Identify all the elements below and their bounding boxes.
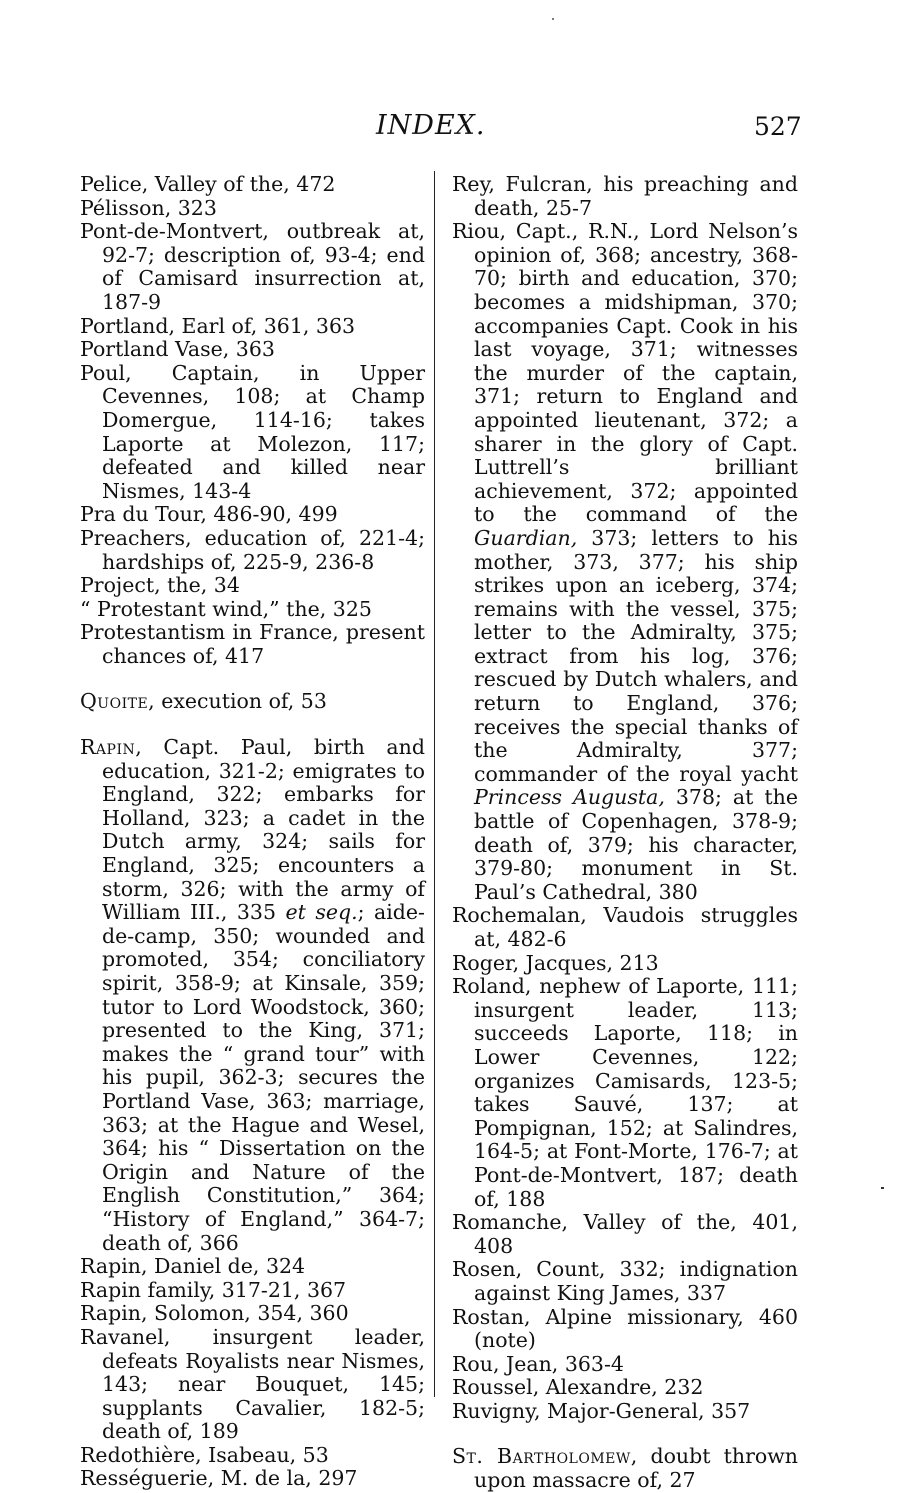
letter-gap bbox=[80, 714, 425, 736]
index-entry: Romanche, Valley of the, 401, 408 bbox=[452, 1210, 798, 1258]
entry-italic: Guardian, bbox=[474, 525, 578, 550]
entry-italic: et seq. bbox=[285, 900, 358, 925]
index-entry-st-bartholomew bbox=[452, 1445, 798, 1492]
entry-headword: St. Bartholomew bbox=[452, 1444, 631, 1469]
running-title: INDEX. bbox=[376, 110, 486, 141]
entry-text: ; aide-de-camp, 350; wounded and promoted, 354; conciliatory spirit, 358-9; at Kinsale, 359; tutor to Lord Woodstock, 360; presented to the King, 371; makes the “ grand tour” with his pupil, 362-3; secures the Portland Vase, 363; marriage, 363; at the Hague and Wesel, 364; his “ Dissertation on the Origin and Nature of the English Constitution,” 364; “History of England,” 364-7; death of, 366 bbox=[102, 900, 425, 1255]
index-entry: Roland, nephew of Laporte, 111; insurgent leader, 113; succeeds Laporte, 118; in Lower Cevennes, 122; organizes Camisards, 123-5; takes Sauvé, 137; at Pompignan, 152; at Salindres, 164-5; at Font-Morte, 176-7; at Pont-de-Montvert, 187; death of, 188 bbox=[452, 974, 798, 1211]
index-entry: Portland, Earl of, 361, 363 bbox=[80, 313, 356, 338]
index-entry: Portland Vase, 363 bbox=[80, 337, 275, 362]
index-entry-quoite bbox=[80, 690, 425, 714]
index-entry: Rapin, Solomon, 354, 360 bbox=[80, 1301, 349, 1326]
index-entry: Rostan, Alpine missionary, 460 (note) bbox=[452, 1304, 798, 1353]
entry-headword: Rapin bbox=[80, 735, 136, 760]
index-entry: Roger, Jacques, 213 bbox=[452, 950, 659, 975]
index-entry: Ravanel, insurgent leader, defeats Royalists near Nismes, 143; near Bouquet, 145; supplants Cavalier, 182-5; death of, 189 bbox=[80, 1324, 425, 1444]
index-entry: Rou, Jean, 363-4 bbox=[452, 1351, 624, 1376]
page-speck bbox=[552, 18, 554, 20]
entry-headword: Quoite bbox=[80, 689, 149, 714]
index-column-right bbox=[452, 173, 798, 1493]
index-entry: Rességuerie, M. de la, 297 bbox=[80, 1466, 358, 1491]
index-entry: Ruvigny, Major-General, 357 bbox=[452, 1398, 751, 1423]
letter-gap bbox=[452, 1423, 798, 1445]
index-entry: Rey, Fulcran, his preaching and death, 25-7 bbox=[452, 172, 798, 220]
index-entry: “ Protestant wind,” the, 325 bbox=[80, 596, 372, 621]
column-divider bbox=[434, 171, 435, 1397]
page-speck bbox=[881, 1187, 884, 1189]
entry-text: , Capt. Paul, birth and education, 321-2; emigrates to England, 322; embarks for Holland, 323; a cadet in the Dutch army, 324; sails for England, 325; encounters a storm, 326; with the army of William III., 335 bbox=[102, 735, 425, 925]
entry-text: , execution of, 53 bbox=[148, 689, 327, 714]
index-column-left bbox=[80, 173, 425, 1491]
page-number: 527 bbox=[754, 112, 802, 141]
index-entry: Pra du Tour, 486-90, 499 bbox=[80, 502, 338, 527]
index-entry: Rosen, Count, 332; indignation against King James, 337 bbox=[452, 1257, 798, 1305]
entry-text: 378; at the battle of Copenhagen, 378-9; death of, 379; his character, 379-80; monument in St. Paul’s Cathedral, 380 bbox=[474, 785, 798, 904]
index-entry: Redothière, Isabeau, 53 bbox=[80, 1442, 329, 1467]
page-header bbox=[0, 110, 900, 150]
index-entry: Protestantism in France, present chances of, 417 bbox=[80, 620, 425, 668]
entry-text: , doubt thrown upon massacre of, 27 bbox=[474, 1444, 798, 1493]
index-entry: Roussel, Alexandre, 232 bbox=[452, 1375, 704, 1400]
index-entry: Pélisson, 323 bbox=[80, 195, 217, 220]
entry-text: Riou, Capt., R.N., Lord Nelson’s opinion of, 368; ancestry, 368-70; birth and education, 370; becomes a midshipman, 370; accompanies Capt. Cook in his last voyage, 371; witnesses the murder of the captain, 371; return to England and appointed lieutenant, 372; a sharer in the glory of Capt. Luttrell’s brilliant achievement, 372; appointed to the command of the bbox=[452, 219, 798, 527]
index-entry: Rapin family, 317-21, 367 bbox=[80, 1277, 347, 1302]
entry-italic: Princess Augusta, bbox=[474, 785, 665, 810]
index-entry: Pelice, Valley of the, 472 bbox=[80, 172, 336, 196]
index-entry: Project, the, 34 bbox=[80, 573, 240, 598]
index-entry-riou bbox=[452, 220, 798, 904]
index-entry: Rapin, Daniel de, 324 bbox=[80, 1254, 306, 1279]
letter-gap bbox=[80, 668, 425, 690]
index-entry-rapin-paul bbox=[80, 736, 425, 1255]
index-entry: Poul, Captain, in Upper Cevennes, 108; at Champ Domergue, 114-16; takes Laporte at Molezon, 117; defeated and killed near Nismes, 143-4 bbox=[80, 360, 425, 503]
index-entry: Pont-de-Montvert, outbreak at, 92-7; description of, 93-4; end of Camisard insurrection at, 187-9 bbox=[80, 219, 425, 314]
entry-text: 373; letters to his mother, 373, 377; his ship strikes upon an iceberg, 374; remains with the vessel, 375; letter to the Admiralty, 375; extract from his log, 376; rescued by Dutch whalers, and return to England, 376; receives the special thanks of the Admiralty, 377; commander of the royal yacht bbox=[474, 525, 798, 786]
index-entry: Preachers, education of, 221-4; hardships of, 225-9, 236-8 bbox=[80, 525, 425, 574]
index-entry: Rochemalan, Vaudois struggles at, 482-6 bbox=[452, 903, 798, 951]
